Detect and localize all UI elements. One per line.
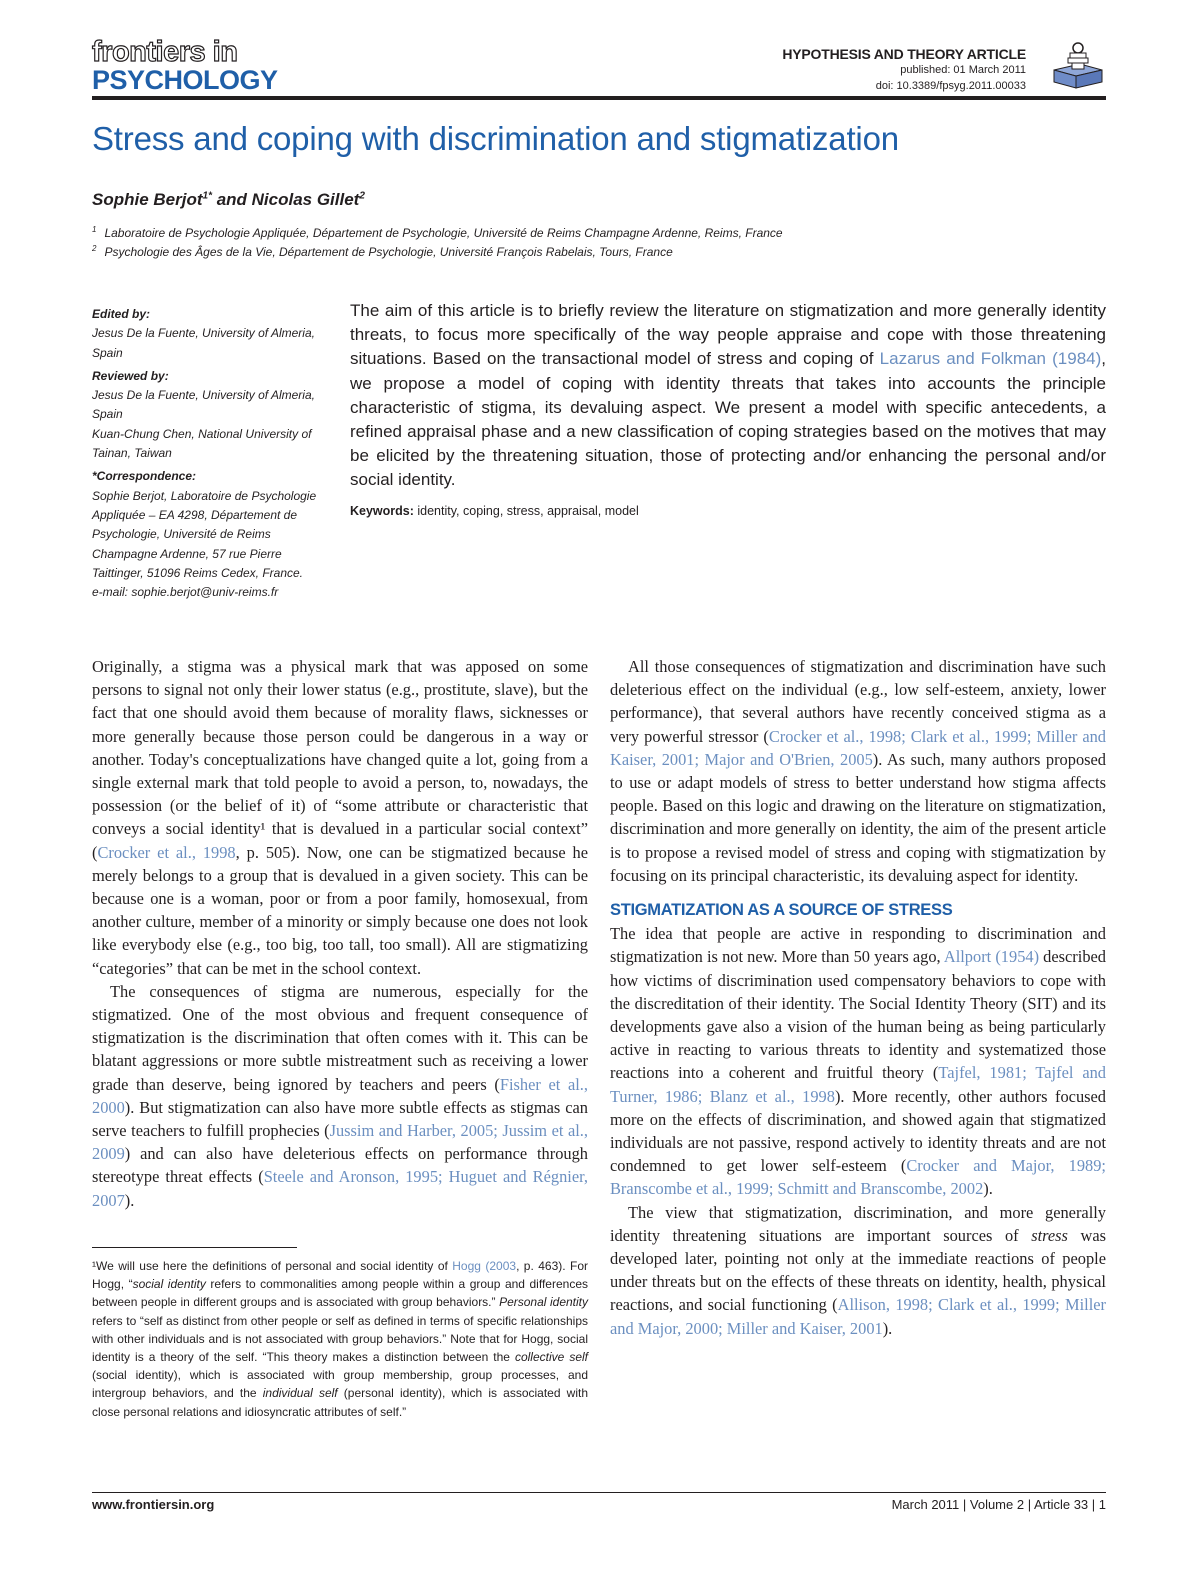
paragraph — [92, 980, 588, 1212]
article-title: Stress and coping with discrimination and stigmatization — [92, 120, 899, 157]
body-column-left — [92, 655, 588, 1212]
italic-text: collective self — [514, 1350, 588, 1365]
logo-line1: frontiers in — [92, 36, 238, 68]
text-run: ). — [124, 1190, 135, 1210]
citation-link[interactable]: Crocker et al., 1998 — [97, 842, 236, 862]
text-run: ). As such, many authors proposed to use or adapt models of stress to better understand how stigma affects people. Based on this logic and drawing on the literature on stigmatization, discrimination and more generally on identity, the aim of the present article is to propose a revised model of stress and coping with stigmatization by focusing on its principal characteristic, its devaluing aspect for identity. — [610, 749, 1106, 885]
affiliation-text: Laboratoire de Psychologie Appliquée, Département de Psychologie, Université de Reims Champagne Ardenne, Reims, France — [104, 226, 783, 240]
citation-link[interactable]: Fisher et al., 2000 — [92, 1074, 588, 1117]
text-run: refers to “self as distinct from other people or self as defined in terms of specific relationships with other individuals and is not associated with group behaviors.” Note that for Hogg, social identity is a theory of the self. “This theory makes a distinction between the — [92, 1313, 588, 1365]
affiliation-1 — [92, 225, 783, 240]
correspondence-email[interactable]: e-mail: sophie.berjot@univ-reims.fr — [92, 585, 279, 600]
citation-link[interactable]: Crocker and Major, 1989; Branscombe et al., 1999; Schmitt and Branscombe, 2002 — [610, 1156, 1106, 1199]
text-run: described how victims of discrimination used compensatory behaviors to cope with the discreditation of their identity. The Social Identity Theory (SIT) and its developments gave also a vision of the human being as being particularly active in reacting to various threats to identity and systematized those reactions into a coherent and fruitful theory ( — [610, 947, 1106, 1083]
author-2[interactable]: Nicolas Gillet — [251, 190, 360, 209]
affiliation-2 — [92, 244, 673, 259]
edited-by-label: Edited by: — [92, 307, 151, 321]
article-header-info — [782, 46, 1026, 94]
author-1[interactable]: Sophie Berjot — [92, 190, 203, 209]
citation-link[interactable]: Crocker et al., 1998; Clark et al., 1999; Miller and Kaiser, 2001; Major and O'Brien, 2005 — [610, 726, 1107, 769]
text-run: ). — [882, 1318, 893, 1338]
text-run: Originally, a stigma was a physical mark that was apposed on some persons to signal not only their lower status (e.g., prostitute, slave), but the fact that one should avoid them because of morality flaws, sicknesses or more generally because those person could be dangerous in a way or another. Today's conceptualizations have changed quite a lot, going from a single external mark that told people to avoid a person, to, nowadays, the possession (or the belief of it) of “some attribute or characteristic that conveys a social identity¹ that is devalued in a particular social context” ( — [92, 657, 588, 862]
keywords-list: identity, coping, stress, appraisal, model — [413, 504, 639, 518]
citation-link[interactable]: Jussim and Harber, 2005; Jussim et al., 2009 — [92, 1121, 588, 1164]
citation-link[interactable]: Hogg (2003 — [452, 1259, 517, 1273]
logo-line2: PSYCHOLOGY — [92, 65, 278, 95]
text-run: All those consequences of stigmatization and discrimination have such deleterious effect on the individual (e.g., low self-esteem, anxiety, lower performance), that several authors have recently conceived stigma as a very powerful stressor ( — [610, 657, 1106, 746]
citation-link[interactable]: Allison, 1998; Clark et al., 1999; Miller and Major, 2000; Miller and Kaiser, 2001 — [610, 1295, 1107, 1338]
published-date: published: 01 March 2011 — [900, 64, 1026, 76]
doi: doi: 10.3389/fpsyg.2011.00033 — [875, 80, 1026, 92]
footnote — [92, 1257, 588, 1421]
paragraph — [610, 1201, 1106, 1340]
body-column-right — [610, 655, 1106, 1340]
italic-text: social identity — [132, 1277, 206, 1292]
citation-link[interactable]: Lazarus and Folkman (1984) — [879, 349, 1102, 369]
text-run: ¹We will use here the definitions of personal and social identity of — [92, 1259, 453, 1273]
author-2-affil: 2 — [359, 190, 365, 202]
text-run: ) and can also have deleterious effects on performance through stereotype threat effects ( — [92, 1144, 588, 1187]
correspondence-address: Sophie Berjot, Laboratoire de Psychologie Appliquée – EA 4298, Département de Psychologie, Université de Reims Champagne Ardenne, 57 rue Pierre Taittinger, 51096 Reims Cedex, France. — [92, 488, 317, 580]
italic-text: stress — [1031, 1225, 1068, 1245]
text-run: , p. 463). For Hogg, “ — [92, 1259, 588, 1292]
text-run: refers to commonalities among people within a group and differences between people in different groups and is associated with group behaviors.” — [92, 1277, 588, 1310]
citation-link[interactable]: Steele and Aronson, 1995; Huguet and Régnier, 2007 — [92, 1167, 588, 1210]
text-run: was developed later, pointing not only at the immediate reactions of people under threats but on the effects of these threats on identity, health, physical reactions, and social functioning ( — [610, 1225, 1106, 1315]
header-rule — [92, 96, 1106, 100]
reviewer: Kuan-Chung Chen, National University of Tainan, Taiwan — [92, 426, 312, 461]
footer-issue-info: March 2011 | Volume 2 | Article 33 | 1 — [891, 1497, 1106, 1512]
reviewer: Jesus De la Fuente, University of Almeria, Spain — [92, 388, 315, 422]
text-run: , we propose a model of coping with identity threats that takes into accounts the principle characteristic of stigma, its devaluing aspect. We present a model with specific antecedents, a refined appraisal phase and a new classification of coping strategies based on the motives that may be elicited by the threatening situation, those of protecting and/or enhancing the personal and/or social identity. — [350, 349, 1106, 490]
correspondence-label: *Correspondence: — [92, 469, 197, 484]
keywords — [350, 504, 639, 518]
text-run: The view that stigmatization, discrimination, and more generally identity threatening situations are important sources of — [610, 1202, 1106, 1245]
article-type: HYPOTHESIS AND THEORY ARTICLE — [782, 46, 1026, 62]
journal-logo[interactable] — [92, 36, 278, 95]
text-run: (personal identity), which is associated with close personal relations and idiosyncratic attributes of self.” — [92, 1386, 589, 1419]
affiliation-number: 2 — [92, 244, 97, 253]
footnote-rule — [92, 1247, 297, 1248]
authors-and: and — [211, 190, 252, 209]
footer-url[interactable]: www.frontiersin.org — [92, 1497, 215, 1512]
text-run: The aim of this article is to briefly review the literature on stigmatization and more generally identity threats, to focus more specifically of the way people appraise and cope with those threatening situations. Based on the transactional model of stress and coping of — [350, 301, 1106, 369]
affiliation-number: 1 — [92, 225, 97, 234]
keywords-label: Keywords: — [350, 504, 414, 518]
section-heading: STIGMATIZATION AS A SOURCE OF STRESS — [610, 901, 953, 920]
footer-rule — [92, 1492, 1106, 1493]
text-run: , p. 505). Now, one can be stigmatized because he merely belongs to a group that is devalued in a given society. This can be because one is a woman, poor or from a poor family, homosexual, from another culture, member of a minority or simply because one does not look like everybody else (e.g., too big, too tall, too small). All are stigmatizing “categories” that can be met in the school context. — [92, 842, 589, 978]
authors — [92, 190, 365, 210]
italic-text: individual self — [262, 1386, 338, 1401]
text-run: (social identity), which is associated with group membership, group processes, and intergroup behaviors, and the — [92, 1368, 588, 1401]
paragraph — [610, 655, 1106, 887]
citation-link[interactable]: Tajfel, 1981; Tajfel and Turner, 1986; Blanz et al., 1998 — [610, 1063, 1107, 1106]
text-run: ). More recently, other authors focused more on the effects of discrimination, and showed again that stigmatized individuals are not passive, respond actively to identity threats and are not condemned to get lower self-esteem ( — [610, 1086, 1106, 1176]
paragraph — [610, 922, 1106, 1200]
author-1-affil: 1* — [202, 190, 212, 202]
text-run: ). — [983, 1179, 993, 1199]
citation-link[interactable]: Allport (1954) — [943, 947, 1040, 967]
text-run: The consequences of stigma are numerous, especially for the stigmatized. One of the most obvious and frequent consequence of stigmatization is the discrimination that often comes with it. This can be blatant aggressions or more subtle mistreatment such as receiving a lower grade than deserve, being ignored by teachers and peers ( — [92, 981, 588, 1094]
editor: Jesus De la Fuente, University of Almeria, Spain — [92, 326, 315, 360]
abstract — [350, 299, 1106, 493]
hypothesis-article-icon — [1050, 40, 1106, 92]
affiliation-text: Psychologie des Âges de la Vie, Département de Psychologie, Université François Rabelais, Tours, France — [104, 245, 673, 259]
text-run: The idea that people are active in responding to discrimination and stigmatization is not new. More than 50 years ago, — [610, 924, 1106, 967]
reviewed-by-label: Reviewed by: — [92, 368, 169, 383]
paragraph — [92, 655, 588, 980]
italic-text: Personal identity — [499, 1295, 589, 1310]
text-run: ). But stigmatization can also have more subtle effects as stigmas can serve teachers to fulfill prophecies ( — [92, 1097, 588, 1141]
editorial-sidebar — [92, 305, 332, 602]
